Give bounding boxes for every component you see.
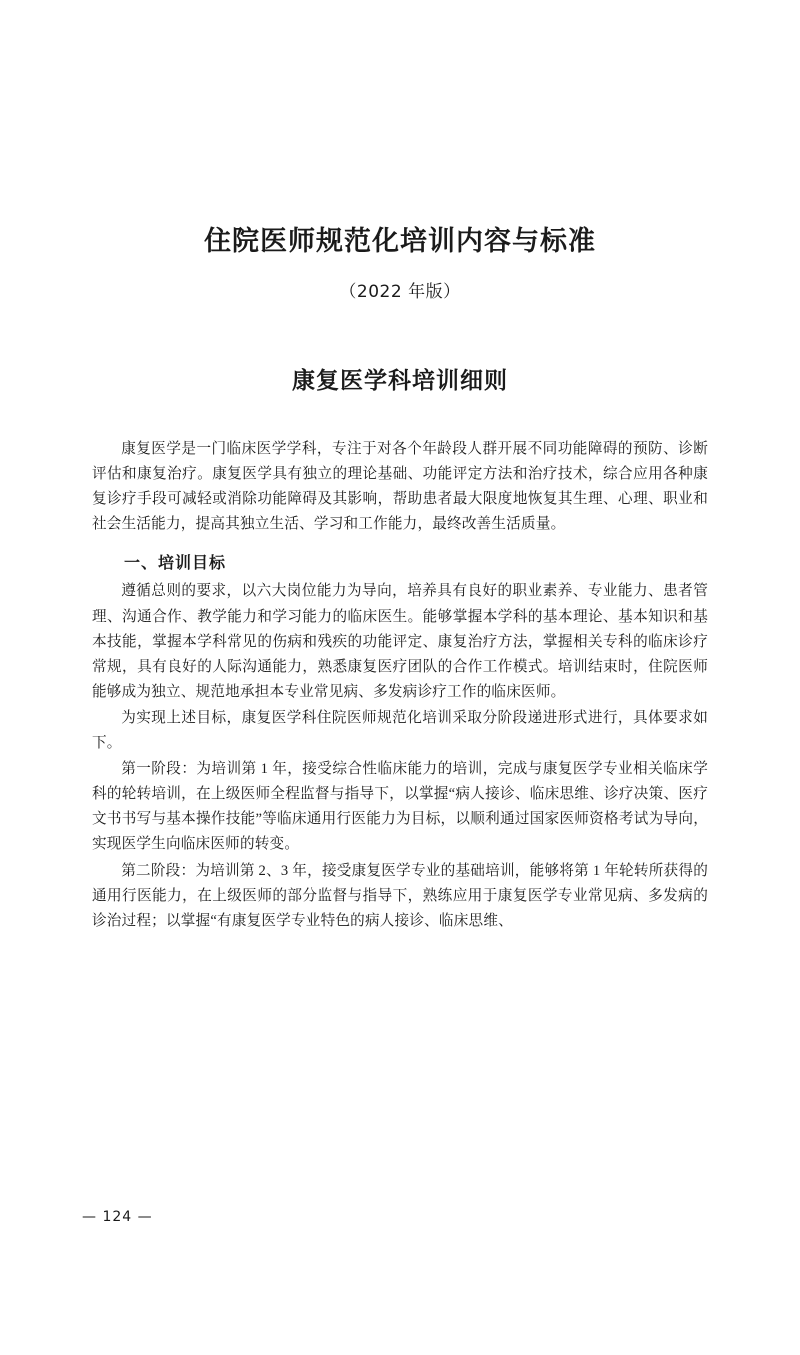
page-number: — 124 —: [82, 1209, 153, 1225]
page-subtitle-edition: （2022 年版）: [339, 282, 461, 303]
heading-training-goals: 一、培训目标: [124, 553, 227, 573]
paragraph-stage-two: 第二阶段：为培训第 2、3 年，接受康复医学专业的基础培训，能够将第 1 年轮转所获得的通用行医能力，在上级医师的部分监督与指导下，熟练应用于康复医学专业常见病、多发病的诊治过程；以掌握“有康复医学专业特色的病人接诊、临床思维、: [92, 862, 708, 929]
paragraph-goals-overview: 遵循总则的要求，以六大岗位能力为导向，培养具有良好的职业素养、专业能力、患者管理、沟通合作、教学能力和学习能力的临床医生。能够掌握本学科的基本理论、基本知识和基本技能，掌握本学科常见的伤病和残疾的功能评定、康复治疗方法，掌握相关专科的临床诊疗常规，具有良好的人际沟通能力，熟悉康复医疗团队的合作工作模式。培训结束时，住院医师能够成为独立、规范地承担本专业常见病、多发病诊疗工作的临床医师。: [92, 583, 708, 700]
paragraph-stage-one: 第一阶段：为培训第 1 年，接受综合性临床能力的培训，完成与康复医学专业相关临床学科的轮转培训，在上级医师全程监督与指导下，以掌握“病人接诊、临床思维、诊疗决策、医疗文书书写与基本操作技能”等临床通用行医能力为目标，以顺利通过国家医师资格考试为导向，实现医学生向临床医师的转变。: [92, 761, 708, 853]
paragraph-goals-stages-intro: 为实现上述目标，康复医学科住院医师规范化培训采取分阶段递进形式进行，具体要求如下。: [92, 709, 708, 752]
section-title: 康复医学科培训细则: [292, 367, 508, 395]
document-page: [0, 224, 800, 1355]
intro-paragraph: 康复医学是一门临床医学学科，专注于对各个年龄段人群开展不同功能障碍的预防、诊断评估和康复治疗。康复医学具有独立的理论基础、功能评定方法和治疗技术，综合应用各种康复诊疗手段可减轻或消除功能障碍及其影响，帮助患者最大限度地恢复其生理、心理、职业和社会生活能力，提高其独立生活、学习和工作能力，最终改善生活质量。: [92, 441, 708, 533]
document-body: [92, 437, 708, 934]
page-title: 住院医师规范化培训内容与标准: [204, 226, 596, 257]
